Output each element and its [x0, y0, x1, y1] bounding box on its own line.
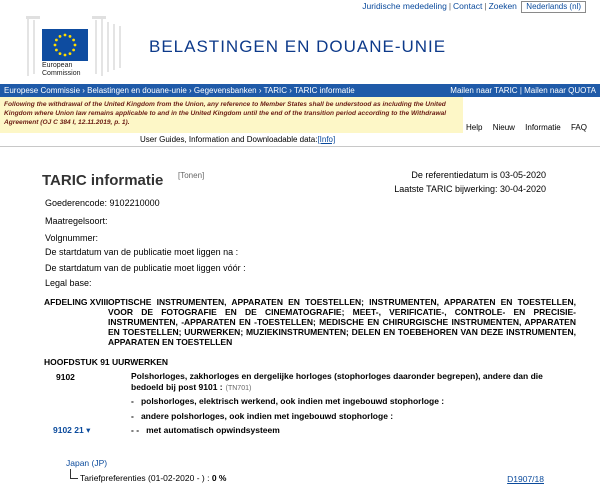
mail-taric-link[interactable]: Mailen naar TARIC	[450, 86, 518, 95]
footnote-tn701[interactable]: (TN701)	[225, 385, 252, 392]
breadcrumb-databases[interactable]: Gegevensbanken	[193, 86, 257, 95]
goods-code-field: Goederencode: 9102210000	[45, 198, 160, 208]
top-links: Juridische mededeling | Contact | Zoeken Nederlands (nl)	[362, 1, 586, 13]
site-title[interactable]: BELASTINGEN EN DOUANE-UNIE	[149, 37, 447, 56]
logo-text: European Commission	[42, 62, 81, 77]
heading-code-9102: 9102	[56, 372, 75, 382]
chapter-91: HOOFDSTUK 91 UURWERKEN	[44, 357, 169, 367]
mail-links: Mailen naar TARIC | Mailen naar QUOTA	[450, 86, 596, 95]
tariff-value: 0 %	[211, 473, 227, 483]
breadcrumb-taxation-customs[interactable]: Belastingen en douane-unie	[87, 86, 187, 95]
reference-date: De referentiedatum is 03-05-2020	[411, 170, 546, 180]
faq-link[interactable]: FAQ	[570, 123, 587, 132]
heading-description-9102: Polshorloges, zakhorloges en dergelijke horloges (stophorloges daaronder begrepen), andere dan die bedoeld bij post 9101 : (TN701)	[131, 371, 543, 392]
mail-quota-link[interactable]: Mailen naar QUOTA	[524, 86, 596, 95]
divider	[0, 146, 600, 147]
last-update: Laatste TARIC bijwerking: 30-04-2020	[394, 184, 546, 194]
search-link[interactable]: Zoeken	[488, 1, 517, 11]
subheading-electric: - polshorloges, elektrisch werkend, ook indien met ingebouwd stophorloge :	[131, 396, 445, 406]
help-link[interactable]: Help	[466, 123, 483, 132]
breadcrumb-bar	[0, 84, 600, 97]
language-select[interactable]: Nederlands (nl)	[521, 1, 586, 13]
section-label: AFDELING XVIII	[44, 297, 109, 307]
subheading-other: - andere polshorloges, ook indien met ingebouwd stophorloge :	[131, 411, 394, 421]
breadcrumb-taric-info: TARIC informatie	[293, 86, 355, 95]
measure-type-field: Maatregelsoort:	[45, 216, 108, 226]
country-japan[interactable]: Japan (JP)	[66, 458, 108, 468]
start-date-before-field: De startdatum van de publicatie moet liggen vóór :	[45, 263, 246, 273]
breadcrumb-taric[interactable]: TARIC	[263, 86, 287, 95]
information-link[interactable]: Informatie	[525, 123, 561, 132]
show-toggle[interactable]: [Tonen]	[178, 171, 205, 180]
tree-connector-icon	[70, 469, 78, 479]
brexit-notice: Following the withdrawal of the United Kingdom from the Union, any reference to Member States shall be understood as including the United Kingdom where Union law remains applicable to and in the United Kingdom until the end of the transition period according to the Withdrawal Agreement (OJ C 384 I, 12.11.2019, p. 1).	[0, 97, 463, 133]
side-links	[466, 123, 587, 132]
section-description: OPTISCHE INSTRUMENTEN, APPARATEN EN TOESTELLEN; INSTRUMENTEN, APPARATEN EN TOESTELLEN, VOOR DE FOTOGRAFIE EN DE CINEMATOGRAFIE; MEET-, VERIFICATIE-, CONTROLE- EN PRECISIE-INSTRUMENTEN, -APPARATEN EN -TOESTELLEN; MEDISCHE EN CHIRURGISCHE INSTRUMENTEN, APPARATEN EN TOESTELLEN; UURWERKEN; MUZIEKINSTRUMENTEN; DELEN EN TOEBEHOREN VAN DEZE INSTRUMENTEN, APPARATEN EN TOESTELLEN	[108, 297, 576, 347]
start-date-after-field: De startdatum van de publicatie moet liggen na :	[45, 247, 239, 257]
legal-notice-link[interactable]: Juridische mededeling	[362, 1, 447, 11]
order-number-field: Volgnummer:	[45, 233, 99, 243]
eu-stars-icon	[42, 29, 88, 61]
contact-link[interactable]: Contact	[453, 1, 483, 11]
ec-logo[interactable]	[22, 16, 128, 78]
page-title: TARIC informatie	[42, 172, 164, 189]
tariff-preference: Tariefpreferenties (01-02-2020 - ) : 0 %	[80, 473, 227, 483]
breadcrumb: Europese Commissie › Belastingen en douane-unie › Gegevensbanken › TARIC › TARIC informatie	[4, 86, 355, 95]
user-guides: User Guides, Information and Downloadable data:[Info]	[140, 135, 336, 144]
regulation-link[interactable]: D1907/18	[507, 474, 544, 484]
eu-flag	[42, 29, 88, 61]
info-link[interactable]: [Info]	[317, 135, 336, 144]
news-link[interactable]: Nieuw	[492, 123, 515, 132]
subheading-automatic: - - met automatisch opwindsysteem	[131, 425, 280, 435]
site-header	[0, 0, 600, 84]
legal-base-field: Legal base:	[45, 278, 92, 288]
breadcrumb-european-commission[interactable]: Europese Commissie	[4, 86, 81, 95]
code-9102-21-expand[interactable]: 9102 21 ▾	[53, 425, 91, 435]
